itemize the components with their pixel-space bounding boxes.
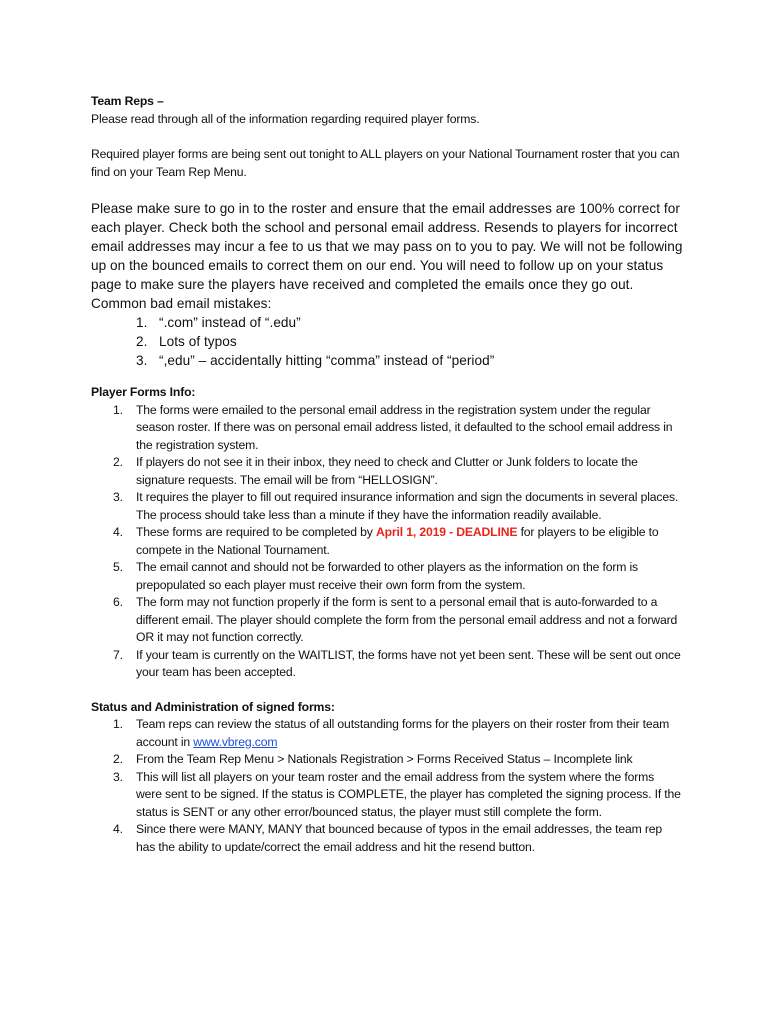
list-item: 7. If your team is currently on the WAITLIST, the forms have not yet been sent. These will be sent out once your team has been accepted. bbox=[113, 647, 681, 679]
vbreg-link[interactable]: www.vbreg.com bbox=[193, 734, 278, 749]
player-forms-heading: Player Forms Info: bbox=[91, 385, 196, 399]
list-item: 4. These forms are required to be completed by April 1, 2019 - DEADLINE for players to be eligible to compete in the National Tournament. bbox=[113, 525, 659, 557]
intro-line: Please read through all of the information regarding required player forms. bbox=[91, 111, 480, 126]
status-list bbox=[91, 716, 683, 856]
list-item: 2. Lots of typos bbox=[136, 334, 237, 349]
list-item: 5. The email cannot and should not be forwarded to other players as the information on the form is prepopulated so each player must receive their own form from the system. bbox=[113, 560, 638, 592]
status-heading: Status and Administration of signed forms: bbox=[91, 699, 335, 714]
player-forms-list bbox=[91, 402, 683, 682]
list-item: 1. “.com” instead of “.edu” bbox=[136, 315, 301, 330]
intro-heading: Team Reps – bbox=[91, 94, 164, 108]
list-item: 2. From the Team Rep Menu > Nationals Registration > Forms Received Status – Incomplete link bbox=[113, 752, 633, 766]
list-item: 3. This will list all players on your team roster and the email address from the system where the forms were sent to be signed. If the status is COMPLETE, the player has completed the signing process. If the status is SENT or any other error/bounced status, the player must still complete the form. bbox=[113, 769, 681, 819]
list-item: 4. Since there were MANY, MANY that bounced because of typos in the email addresses, the team rep has the ability to update/correct the email address and hit the resend button. bbox=[113, 822, 663, 854]
deadline-text: April 1, 2019 - DEADLINE bbox=[375, 525, 518, 539]
list-item: 1. Team reps can review the status of all outstanding forms for the players on their roster from their team account in www.vbreg.com bbox=[113, 717, 670, 749]
email-warning-paragraph: Please make sure to go in to the roster and ensure that the email addresses are 100% correct for each player. Check both the school and personal email address. Resends to players for incorrect email addresses may incur a fee to us that we may pass on to you to pay. We will not be following up on the bounced emails to correct them on our end. You will need to follow up on your status page to make sure the players have received and completed the emails once they go out. bbox=[91, 201, 683, 292]
list-item: 1. The forms were emailed to the personal email address in the registration system under the regular season roster. If there was on personal email address listed, it defaulted to the school email address in the registration system. bbox=[113, 402, 673, 452]
list-item: 3. It requires the player to fill out required insurance information and sign the documents in several places. The process should take less than a minute if they have the information readily available. bbox=[113, 490, 679, 522]
intro-paragraph: Required player forms are being sent out tonight to ALL players on your National Tournament roster that you can find on your Team Rep Menu. bbox=[91, 147, 680, 179]
list-item: 6. The form may not function properly if the form is sent to a personal email that is auto-forwarded to a different email. The player should complete the form from the personal email address and not a forward OR it may not function correctly. bbox=[113, 595, 678, 644]
document-page bbox=[91, 93, 683, 856]
list-item: 3. “,edu” – accidentally hitting “comma” instead of “period” bbox=[136, 353, 495, 368]
mistakes-heading: Common bad email mistakes: bbox=[91, 296, 272, 311]
list-item: 2. If players do not see it in their inbox, they need to check and Clutter or Junk folders to locate the signature requests. The email will be from “HELLOSIGN”. bbox=[113, 455, 638, 487]
mistakes-list bbox=[91, 313, 683, 370]
